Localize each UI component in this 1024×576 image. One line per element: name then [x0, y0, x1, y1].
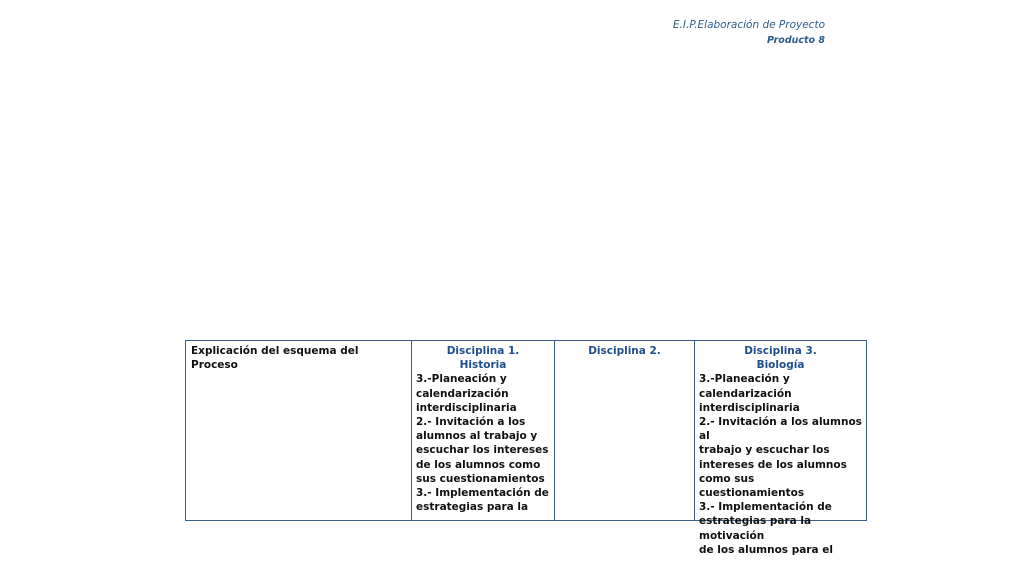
- discipline-3-heading: Disciplina 3.: [744, 345, 817, 357]
- discipline-3-cell: [695, 341, 867, 556]
- table-row: [186, 341, 867, 521]
- discipline-3-text: 3.-Planeación y calendarización interdisciplinaria 2.- Invitación a los alumnos al trabajo y escuchar los intereses de los alumnos como sus cuestionamientos 3.- Implementación de estrategias para la motivación de los alumnos para el: [699, 373, 862, 556]
- discipline-1-cell: [412, 341, 555, 521]
- document-product-label: Producto 8: [766, 35, 825, 46]
- document-title: E.I.P.Elaboración de Proyecto: [672, 19, 825, 31]
- discipline-1-heading: Disciplina 1.: [446, 345, 520, 357]
- process-table: [185, 340, 867, 556]
- discipline-1-text: 3.-Planeación y calendarización interdisciplinaria 2.- Invitación a los alumnos al trabajo y escuchar los intereses de los alumnos como sus cuestionamientos 3.- Implementación de estrategias para la: [416, 373, 549, 514]
- discipline-1-subject: Historia: [459, 359, 507, 372]
- process-explanation-cell: [186, 341, 412, 521]
- document-header: [673, 18, 825, 49]
- discipline-2-heading: Disciplina 2.: [588, 345, 661, 357]
- discipline-2-cell: [555, 341, 695, 521]
- process-explanation-label: Explicación del esquema del Proceso: [191, 345, 359, 372]
- discipline-3-subject: Biología: [756, 359, 805, 372]
